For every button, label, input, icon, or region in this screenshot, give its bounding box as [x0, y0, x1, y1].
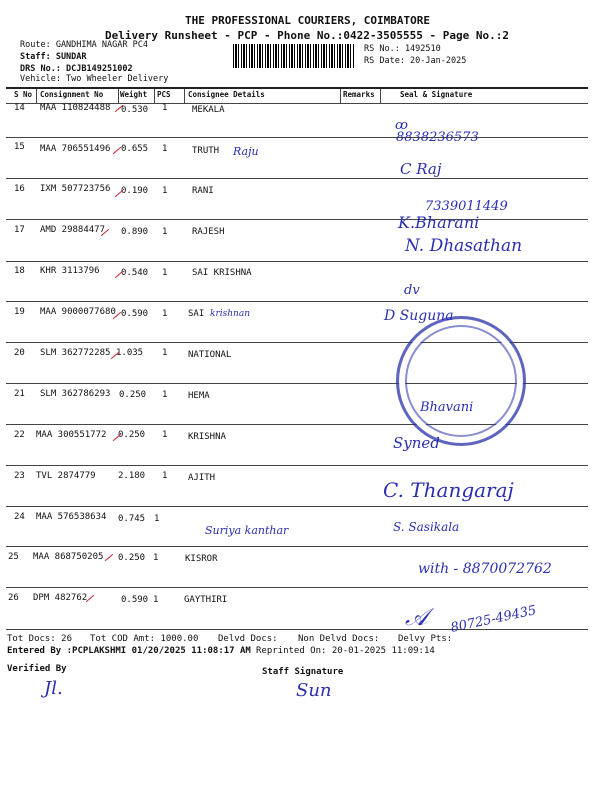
- row-pcs: 1: [154, 514, 160, 524]
- row-rule: [6, 629, 588, 630]
- signature-row24: S. Sasikala: [393, 520, 460, 534]
- handwritten-note-row19: krishnan: [210, 309, 251, 319]
- row-pcs: 1: [153, 553, 159, 563]
- row-weight: 0.540: [121, 268, 149, 278]
- row-weight: 0.745: [118, 514, 146, 524]
- reprinted-on: Reprinted On: 20-01-2025 11:09:14: [256, 646, 435, 656]
- row-consignee: SAI: [188, 309, 205, 319]
- row-pcs: 1: [162, 309, 168, 319]
- row-rule: [6, 261, 588, 262]
- table-header: [0, 89, 600, 103]
- row-consignment: MAA 576538634: [36, 512, 107, 522]
- col-divider: [184, 89, 185, 103]
- signature-row23: C. Thangaraj: [383, 478, 514, 502]
- row-consignment: TVL 2874779: [36, 471, 96, 481]
- verified-by-label: Verified By: [7, 664, 67, 674]
- row-sno: 22: [14, 430, 25, 440]
- row-rule: [6, 546, 588, 547]
- row-weight: 0.190: [121, 186, 149, 196]
- rs-date: RS Date: 20-Jan-2025: [364, 56, 467, 66]
- row-consignment: MAA 706551496: [40, 144, 111, 154]
- barcode-image: [233, 44, 355, 68]
- col-header-seal: Seal & Signature: [400, 90, 473, 99]
- row-pcs: 1: [162, 348, 168, 358]
- row-consignee: AJITH: [188, 473, 216, 483]
- row-sno: 26: [8, 593, 19, 603]
- row-consignment: MAA 110824488: [40, 103, 111, 113]
- row-rule: [6, 587, 588, 588]
- row-sno: 23: [14, 471, 25, 481]
- row-sno: 24: [14, 512, 25, 522]
- row-consignee: MEKALA: [192, 105, 225, 115]
- col-divider: [118, 89, 119, 103]
- col-divider: [380, 89, 381, 103]
- row-pcs: 1: [162, 227, 168, 237]
- handwritten-note-row24: Suriya kanthar: [205, 524, 289, 537]
- total-cod-amount: Tot COD Amt: 1000.00: [90, 634, 199, 644]
- row-consignment: SLM 362786293: [40, 389, 111, 399]
- vehicle-label: Vehicle: Two Wheeler Delivery: [20, 74, 169, 84]
- company-seal-stamp: [396, 316, 526, 446]
- delivery-points: Delvy Pts:: [398, 634, 453, 644]
- row-pcs: 1: [153, 595, 159, 605]
- row-consignment: IXM 507723756: [40, 184, 111, 194]
- row-pcs: 1: [162, 144, 168, 154]
- row-rule: [6, 506, 588, 507]
- table-row: [0, 184, 600, 224]
- row-pcs: 1: [162, 390, 168, 400]
- row-weight: 0.590: [121, 309, 149, 319]
- signature-row17-a: K.Bharani: [398, 213, 480, 232]
- row-consignee: GAYTHIRI: [184, 595, 228, 605]
- row-weight: 0.890: [121, 227, 149, 237]
- row-consignment: AMD 29884477: [40, 225, 106, 235]
- row-consignment: MAA 300551772: [36, 430, 107, 440]
- route-label: Route: GANDHIMA NAGAR PC4: [20, 40, 148, 50]
- row-sno: 17: [14, 225, 25, 235]
- sheet-title: Delivery Runsheet - PCP - Phone No.:0422-3505555 - Page No.:2: [105, 29, 509, 42]
- row-consignee: HEMA: [188, 391, 210, 401]
- entered-by: Entered By :PCPLAKSHMI 01/20/2025 11:08:17 AM: [7, 646, 251, 656]
- signature-row14-mark: ꝏ: [395, 118, 408, 133]
- row-weight: 1.035: [116, 348, 144, 358]
- total-docs: Tot Docs: 26: [7, 634, 73, 644]
- row-pcs: 1: [162, 430, 168, 440]
- signature-row19: D Suguna: [384, 308, 454, 324]
- row-rule: [6, 219, 588, 220]
- staff-label: Staff: SUNDAR: [20, 52, 87, 62]
- row-sno: 20: [14, 348, 25, 358]
- row-pcs: 1: [162, 471, 168, 481]
- row-weight: 2.180: [118, 471, 146, 481]
- row-consignment: SLM 362772285: [40, 348, 111, 358]
- col-header-pcs: PCS: [157, 90, 171, 99]
- row-rule: [6, 137, 588, 138]
- signature-row25: with - 8870072762: [418, 561, 552, 577]
- signature-row14-phone: 8838236573: [396, 130, 479, 145]
- row-consignee: KRISHNA: [188, 432, 226, 442]
- col-header-weight: Weight: [120, 90, 148, 99]
- row-consignment: DPM 482762: [33, 593, 88, 603]
- row-consignee: RANI: [192, 186, 214, 196]
- row-weight: 0.250: [119, 390, 147, 400]
- signature-row22: Syned: [393, 434, 440, 452]
- row-rule: [6, 178, 588, 179]
- signature-row18: dv: [404, 283, 420, 298]
- row-consignee: SAI KRISHNA: [192, 268, 252, 278]
- row-pcs: 1: [162, 268, 168, 278]
- delivered-docs: Delvd Docs:: [218, 634, 278, 644]
- row-sno: 15: [14, 142, 25, 152]
- row-sno: 25: [8, 552, 19, 562]
- handwritten-phone-row16: 7339011449: [425, 199, 508, 214]
- rs-number: RS No.: 1492510: [364, 44, 441, 54]
- table-row: [0, 142, 600, 182]
- row-pcs: 1: [162, 186, 168, 196]
- row-consignee: TRUTH: [192, 146, 220, 156]
- row-consignment: KHR 3113796: [40, 266, 100, 276]
- row-weight: 0.250: [118, 430, 146, 440]
- col-divider: [36, 89, 37, 103]
- row-consignment: MAA 9000077680: [40, 307, 116, 317]
- row-weight: 0.655: [121, 144, 149, 154]
- row-pcs: 1: [162, 103, 168, 113]
- row-consignee: KISROR: [185, 554, 218, 564]
- table-row: [0, 430, 600, 470]
- signature-row17-b: N. Dhasathan: [405, 236, 523, 256]
- row-rule: [6, 301, 588, 302]
- col-header-consignee: Consignee Details: [188, 90, 265, 99]
- col-header-remarks: Remarks: [343, 90, 375, 99]
- drs-number: DRS No.: DCJB149251002: [20, 64, 133, 74]
- row-sno: 16: [14, 184, 25, 194]
- signature-row15: C Raj: [400, 160, 442, 178]
- staff-signature-label: Staff Signature: [262, 667, 344, 677]
- row-weight: 0.590: [121, 595, 149, 605]
- row-sno: 18: [14, 266, 25, 276]
- col-divider: [154, 89, 155, 103]
- row-sno: 19: [14, 307, 25, 317]
- handwritten-note-row15: Raju: [233, 145, 259, 158]
- row-weight: 0.250: [118, 553, 146, 563]
- handwritten-phone-row26: 80725-49435: [449, 603, 538, 636]
- row-consignment: MAA 868750205: [33, 552, 104, 562]
- row-sno: 14: [14, 103, 25, 113]
- row-consignee: RAJESH: [192, 227, 225, 237]
- col-header-consignment: Consignment No: [40, 90, 104, 99]
- signature-row21: Bhavani: [420, 400, 474, 415]
- row-sno: 21: [14, 389, 25, 399]
- row-consignee: NATIONAL: [188, 350, 232, 360]
- row-rule: [6, 465, 588, 466]
- non-delivered-docs: Non Delvd Docs:: [298, 634, 380, 644]
- verified-by-signature: Jl.: [44, 678, 63, 699]
- table-row: [0, 266, 600, 306]
- row-weight: 0.530: [121, 105, 149, 115]
- col-divider: [340, 89, 341, 103]
- staff-signature: Sun: [296, 680, 332, 701]
- signature-row26: 𝒜: [405, 603, 428, 631]
- company-name: THE PROFESSIONAL COURIERS, COIMBATORE: [185, 14, 431, 27]
- col-header-sno: S No: [14, 90, 33, 99]
